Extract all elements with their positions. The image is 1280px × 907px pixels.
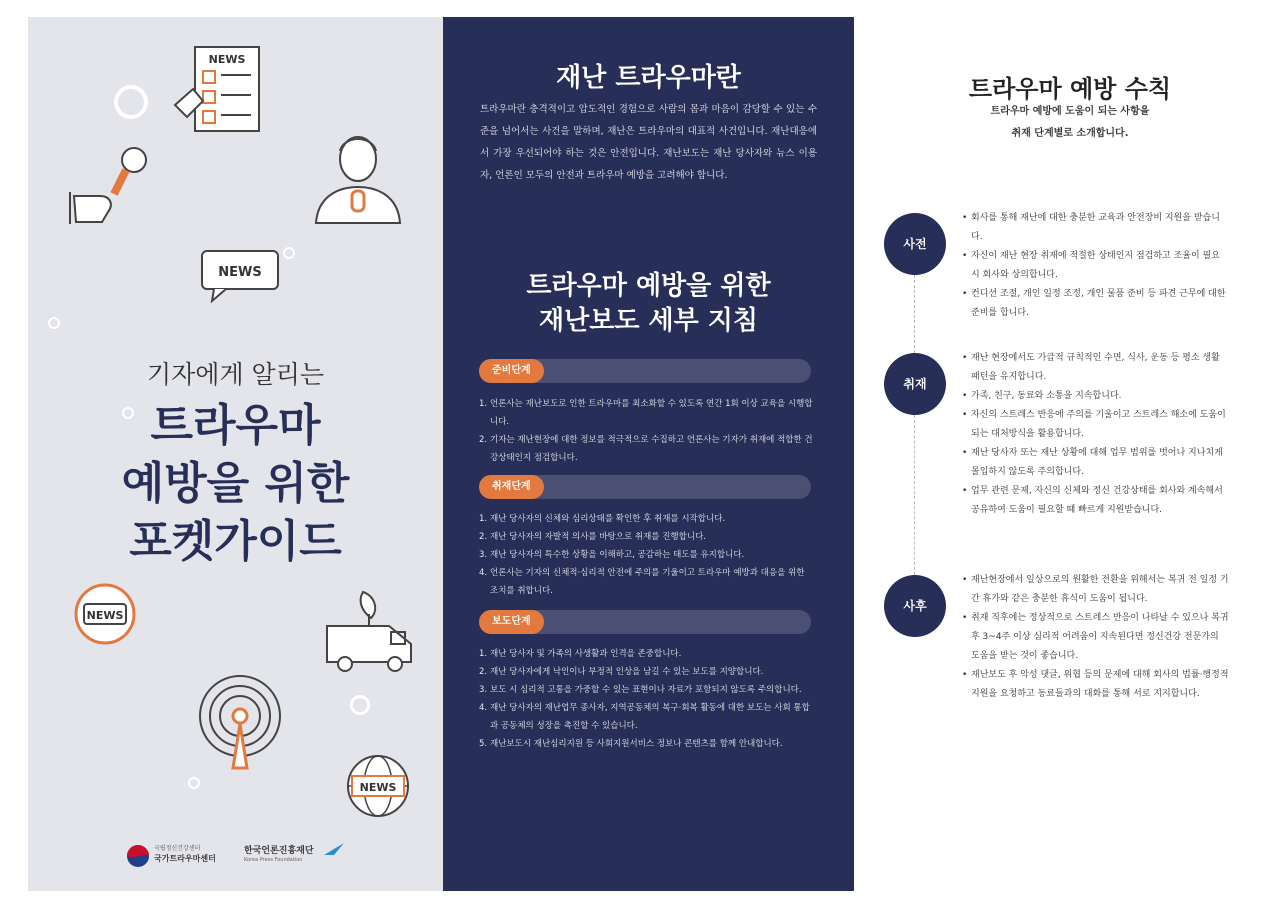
stage-circle-after: 사후 — [884, 575, 946, 637]
ncmh-logo-icon — [126, 844, 150, 868]
news-badge-label: NEWS — [86, 609, 124, 622]
cover-title-line: 트라우마 — [150, 400, 321, 451]
subtitle-line: 트라우마 예방에 도움이 되는 사항을 — [990, 106, 1150, 117]
stage-label-broadcast: 보도단계 — [479, 610, 544, 634]
logo2-small: Korea Press Foundation — [244, 857, 303, 863]
stage-list-prep — [479, 395, 815, 467]
broadcast-van-icon — [323, 582, 419, 672]
list-item: 3. 보도 시 심리적 고통을 가중할 수 있는 표현이나 자료가 포함되지 않도록 주의합니다. — [479, 685, 802, 695]
list-item: 1. 재난 당사자 및 가족의 사생활과 인격을 존중합니다. — [479, 649, 682, 659]
stage-list-reporting — [479, 510, 815, 600]
stage-bar-reporting — [479, 475, 811, 499]
ring-decoration — [350, 695, 370, 715]
logo1-name: 국가트라우마센터 — [154, 854, 216, 863]
list-item: 1. 언론사는 재난보도로 인한 트라우마를 최소화할 수 있도록 연간 1회 이상 교육을 시행합니다. — [479, 399, 813, 427]
list-item: 3. 재난 당사자의 특수한 상황을 이해하고, 공감하는 태도를 유지합니다. — [479, 550, 745, 560]
list-item: • 컨디션 조절, 개인 일정 조정, 개인 물품 준비 등 파견 근무에 대한 준비를 합니다. — [962, 289, 1226, 318]
prevention-rules-subtitle — [870, 101, 1270, 145]
list-item: • 가족, 친구, 동료와 소통을 지속합니다. — [962, 391, 1122, 401]
news-badge-icon — [72, 582, 138, 648]
cover-title-line: 예방을 위한 — [121, 458, 350, 509]
list-item: • 재난현장에서 일상으로의 원활한 전환을 위해서는 복귀 전 일정 기간 휴가와 같은 충분한 휴식이 도움이 됩니다. — [962, 575, 1229, 604]
stage-circle-during: 취재 — [884, 353, 946, 415]
trauma-definition-heading: 재난 트라우마란 — [556, 63, 741, 93]
list-item: 2. 재난 당사자에게 낙인이나 부정적 인상을 남길 수 있는 보도를 지양합니다. — [479, 667, 764, 677]
timeline-connector — [914, 275, 915, 353]
guidelines-panel — [443, 17, 854, 891]
kpf-logo-icon — [322, 841, 346, 857]
news-bubble-icon — [200, 249, 282, 303]
reporter-icon — [310, 129, 406, 225]
subtitle-line: 취재 단계별로 소개합니다. — [1011, 128, 1129, 139]
ring-decoration — [114, 85, 148, 119]
guidelines-heading-line: 재난보도 세부 지침 — [538, 306, 759, 336]
cover-title — [28, 397, 443, 571]
rules-list-before — [962, 209, 1230, 323]
rules-list-during — [962, 349, 1230, 520]
prevention-rules-panel — [870, 17, 1270, 891]
logo2-name: 한국언론진흥재단 — [244, 846, 314, 856]
list-item: 1. 재난 당사자의 신체와 심리상태를 확인한 후 취재를 시작합니다. — [479, 514, 726, 524]
cover-title-line: 포켓가이드 — [129, 516, 342, 567]
list-item: 4. 언론사는 기자의 신체적·심리적 안전에 주의를 기울이고 트라우마 예방과 대응을 위한 조치를 취합니다. — [479, 568, 805, 596]
stage-label-reporting: 취재단계 — [479, 475, 544, 499]
guidelines-heading — [443, 269, 854, 339]
newspaper-icon — [173, 45, 269, 135]
rules-list-after — [962, 571, 1230, 704]
list-item: • 회사를 통해 재난에 대한 충분한 교육과 안전장비 지원을 받습니다. — [962, 213, 1220, 242]
timeline-connector — [914, 415, 915, 575]
list-item: • 업무 관련 문제, 자신의 신체와 정신 건강상태를 회사와 계속해서 공유하여 도움이 필요할 때 빠르게 지원받습니다. — [962, 486, 1223, 515]
list-item: • 자신의 스트레스 반응에 주의를 기울이고 스트레스 해소에 도움이 되는 대처방식을 활용합니다. — [962, 410, 1226, 439]
stage-list-broadcast — [479, 645, 815, 753]
cover-kicker: 기자에게 알리는 — [147, 360, 324, 389]
globe-news-label: NEWS — [359, 781, 397, 794]
list-item: • 재난보도 후 악성 댓글, 위협 등의 문제에 대해 회사의 법률·행정적 지원을 요청하고 동료들과의 대화를 통해 서로 지지합니다. — [962, 670, 1229, 699]
stage-label-prep: 준비단계 — [479, 359, 544, 383]
globe-news-icon — [344, 752, 412, 820]
newspaper-masthead: NEWS — [208, 53, 246, 66]
logo1-small: 국립정신건강센터 — [154, 845, 201, 852]
stage-bar-broadcast — [479, 610, 811, 634]
trauma-definition-text: 트라우마란 충격적이고 압도적인 경험으로 사람의 몸과 마음이 감당할 수 있는 수준을 넘어서는 사건을 말하며, 재난은 트라우마의 대표적 사건입니다. 재난대응에서 가장 우선되어야 하는 것은 안전입니다. 재난보도는 재난 당사자와 뉴스 이용자, 언론인 모두의 안전과 트라우마 예방을 고려해야 합니다. — [480, 104, 817, 181]
list-item: • 자신이 재난 현장 취재에 적절한 상태인지 점검하고 조율이 필요 시 회사와 상의합니다. — [962, 251, 1220, 280]
list-item: • 재난 당사자 또는 재난 상황에 대해 업무 범위를 벗어나 지나치게 몰입하지 않도록 주의합니다. — [962, 448, 1223, 477]
cover-panel — [28, 17, 443, 891]
dot-decoration — [188, 777, 200, 789]
list-item: • 재난 현장에서도 가급적 규칙적인 수면, 식사, 운동 등 평소 생활 패턴을 유지합니다. — [962, 353, 1220, 382]
prevention-rules-title: 트라우마 예방 수칙 — [968, 75, 1172, 103]
dot-decoration — [48, 317, 60, 329]
stage-circle-before: 사전 — [884, 213, 946, 275]
dot-decoration — [283, 247, 295, 259]
microphone-hand-icon — [62, 142, 154, 232]
guidelines-heading-line: 트라우마 예방을 위한 — [526, 271, 771, 301]
list-item: 4. 재난 당사자의 재난업무 종사자, 지역공동체의 복구·회복 활동에 대한 보도는 사회 통합과 공동체의 성장을 촉진할 수 있습니다. — [479, 703, 810, 731]
list-item: 2. 재난 당사자의 자발적 의사를 바탕으로 취재를 진행합니다. — [479, 532, 706, 542]
news-bubble-label: NEWS — [218, 265, 262, 280]
list-item: 5. 재난보도시 재난심리지원 등 사회지원서비스 정보나 콘텐츠를 함께 안내합니다. — [479, 739, 783, 749]
list-item: • 취재 직후에는 정상적으로 스트레스 반응이 나타날 수 있으나 복귀 후 3~4주 이상 심리적 어려움이 지속된다면 정신건강 전문가의 도움을 받는 것이 좋습니다. — [962, 613, 1229, 661]
antenna-signal-icon — [193, 674, 287, 770]
stage-bar-prep — [479, 359, 811, 383]
list-item: 2. 기자는 재난현장에 대한 정보를 적극적으로 수집하고 언론사는 기자가 취재에 적합한 건강상태인지 점검합니다. — [479, 435, 813, 463]
